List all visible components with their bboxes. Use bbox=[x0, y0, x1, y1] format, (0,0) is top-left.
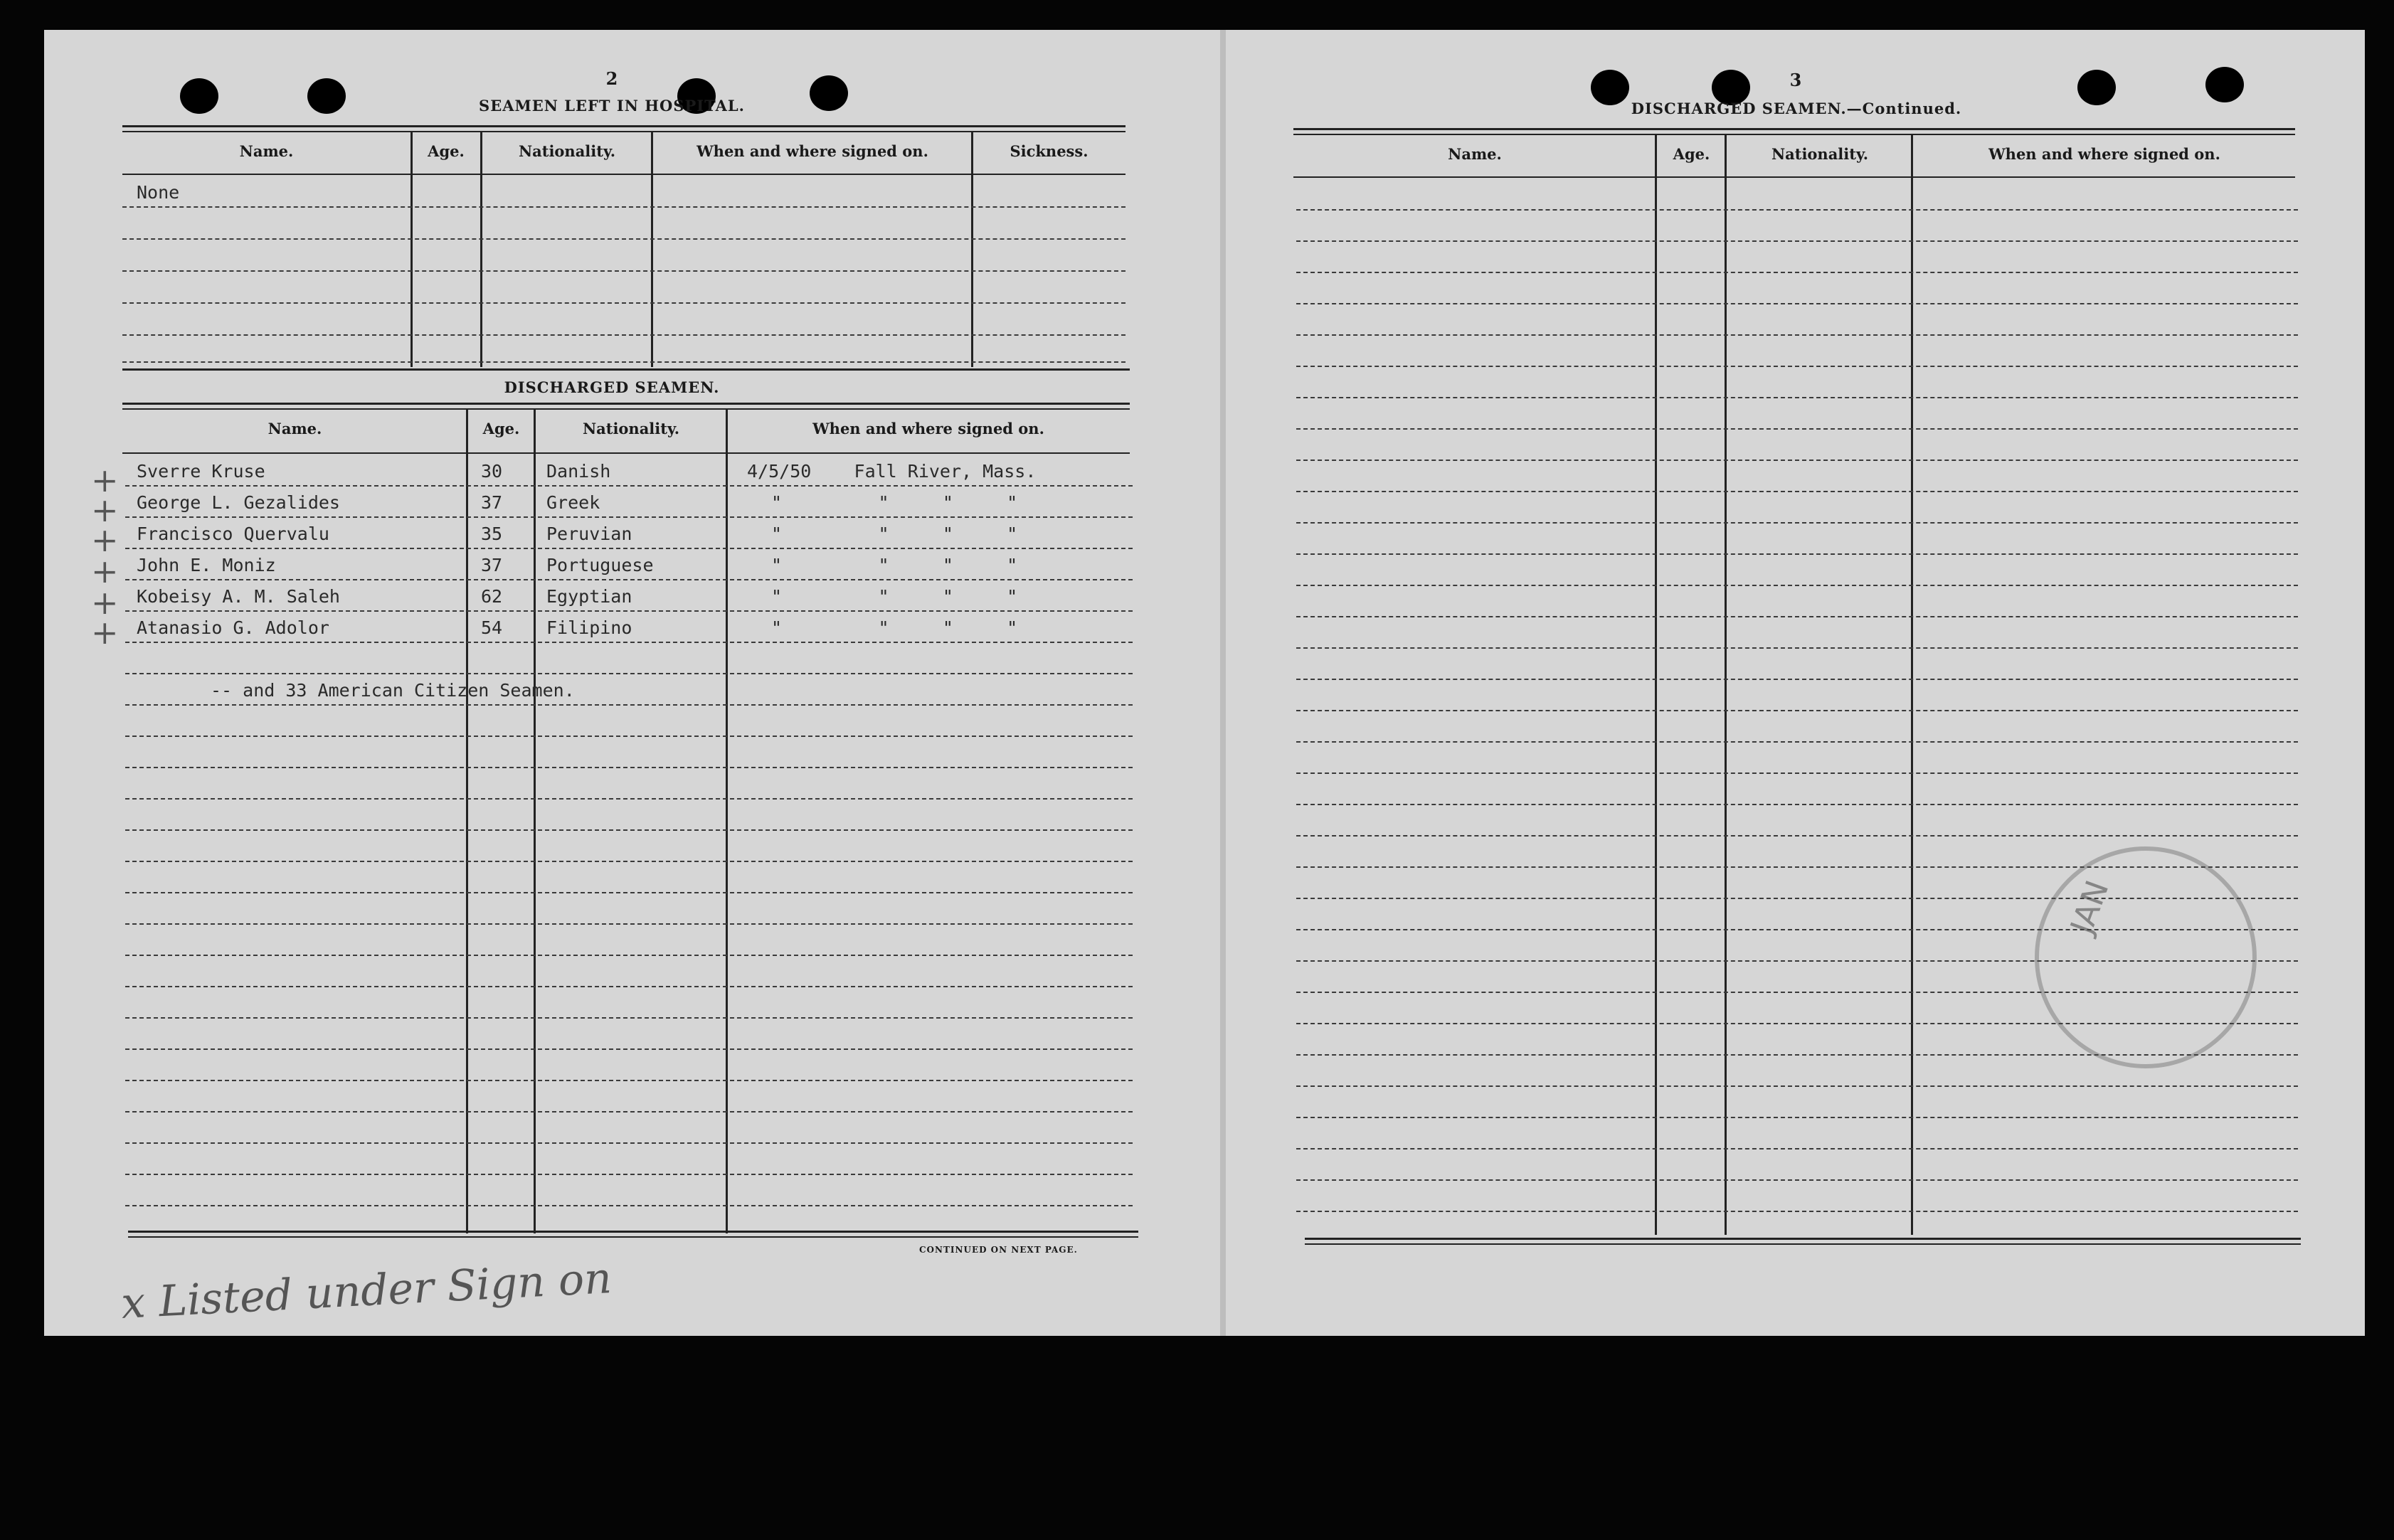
tick-mark: + bbox=[91, 491, 119, 529]
dotted-rule bbox=[125, 767, 1133, 768]
dotted-rule bbox=[1296, 272, 2298, 273]
hospital-section-title: SEAMEN LEFT IN HOSPITAL. bbox=[479, 97, 745, 115]
col-header-signed-on: When and where signed on. bbox=[1988, 145, 2220, 163]
column-divider bbox=[726, 410, 728, 1233]
hospital-entry: None bbox=[137, 182, 180, 203]
tick-mark: + bbox=[91, 461, 119, 499]
col-header-nationality: Nationality. bbox=[518, 142, 616, 160]
tick-mark: + bbox=[91, 613, 119, 652]
rule bbox=[1305, 1243, 2301, 1245]
dotted-rule bbox=[1296, 1148, 2298, 1149]
column-divider bbox=[1725, 135, 1727, 1235]
dotted-rule bbox=[125, 516, 1133, 518]
punch-hole bbox=[2205, 67, 2244, 102]
dotted-rule bbox=[122, 238, 1126, 240]
dotted-rule bbox=[125, 704, 1133, 706]
date-stamp bbox=[2035, 846, 2257, 1068]
row-signed: " " " " bbox=[771, 586, 1018, 607]
row-name: George L. Gezalides bbox=[137, 492, 340, 513]
rule bbox=[128, 1231, 1138, 1233]
row-signed: " " " " bbox=[771, 524, 1018, 544]
row-nationality: Portuguese bbox=[546, 555, 654, 575]
dotted-rule bbox=[1296, 397, 2298, 398]
rule bbox=[122, 131, 1126, 132]
dotted-rule bbox=[1296, 1117, 2298, 1118]
col-header-nationality: Nationality. bbox=[1771, 145, 1869, 163]
stamp-text: JAN bbox=[2063, 876, 2117, 939]
handwritten-note: x Listed under Sign on bbox=[120, 1253, 613, 1329]
dotted-rule bbox=[122, 270, 1126, 272]
row-nationality: Peruvian bbox=[546, 524, 632, 544]
rule bbox=[122, 403, 1130, 405]
dotted-rule bbox=[1296, 804, 2298, 805]
rule bbox=[122, 408, 1130, 410]
dotted-rule bbox=[1296, 772, 2298, 774]
row-age: 54 bbox=[481, 617, 503, 638]
row-age: 30 bbox=[481, 461, 503, 482]
punch-hole bbox=[307, 78, 346, 114]
row-signed: " " " " bbox=[771, 617, 1018, 638]
dotted-rule bbox=[1296, 1179, 2298, 1181]
rule bbox=[1305, 1238, 2301, 1240]
col-header-name: Name. bbox=[268, 420, 322, 437]
rule bbox=[1293, 128, 2295, 130]
dotted-rule bbox=[125, 1174, 1133, 1175]
dotted-rule bbox=[122, 334, 1126, 336]
col-header-age: Age. bbox=[428, 142, 465, 160]
column-divider bbox=[1911, 135, 1913, 1235]
dotted-rule bbox=[125, 861, 1133, 862]
rule bbox=[128, 1236, 1138, 1238]
rule bbox=[122, 452, 1130, 454]
row-signed: " " " " bbox=[771, 492, 1018, 513]
dotted-rule bbox=[1296, 585, 2298, 586]
tick-mark: + bbox=[91, 521, 119, 559]
dotted-rule bbox=[1296, 303, 2298, 304]
dotted-rule bbox=[125, 955, 1133, 956]
col-header-signed-on: When and where signed on. bbox=[812, 420, 1044, 437]
dotted-rule bbox=[125, 1142, 1133, 1144]
dotted-rule bbox=[122, 302, 1126, 304]
dotted-rule bbox=[125, 1017, 1133, 1019]
row-nationality: Danish bbox=[546, 461, 611, 482]
continued-note: CONTINUED ON NEXT PAGE. bbox=[919, 1245, 1078, 1255]
rule bbox=[1293, 134, 2295, 135]
col-header-signed-on: When and where signed on. bbox=[697, 142, 928, 160]
col-header-sickness: Sickness. bbox=[1010, 142, 1089, 160]
dotted-rule bbox=[125, 673, 1133, 674]
row-name: Francisco Quervalu bbox=[137, 524, 329, 544]
row-name: Kobeisy A. M. Saleh bbox=[137, 586, 340, 607]
row-signed: " " " " bbox=[771, 555, 1018, 575]
row-nationality: Filipino bbox=[546, 617, 632, 638]
col-header-name: Name. bbox=[1448, 145, 1502, 163]
page-number: 2 bbox=[605, 68, 618, 89]
dotted-rule bbox=[1296, 366, 2298, 367]
page-fold bbox=[1220, 30, 1226, 1336]
dotted-rule bbox=[1296, 240, 2298, 242]
column-divider bbox=[971, 132, 973, 367]
dotted-rule bbox=[1296, 1085, 2298, 1087]
dotted-rule bbox=[122, 361, 1126, 363]
column-divider bbox=[411, 132, 413, 367]
dotted-rule bbox=[125, 1048, 1133, 1050]
dotted-rule bbox=[1296, 679, 2298, 680]
dotted-rule bbox=[1296, 460, 2298, 461]
row-age: 62 bbox=[481, 586, 503, 607]
punch-hole bbox=[2077, 70, 2116, 105]
col-header-name: Name. bbox=[239, 142, 294, 160]
page-number: 3 bbox=[1789, 70, 1802, 90]
row-name: John E. Moniz bbox=[137, 555, 276, 575]
dotted-rule bbox=[125, 923, 1133, 925]
row-signed: 4/5/50 Fall River, Mass. bbox=[747, 461, 1037, 482]
punch-hole bbox=[180, 78, 218, 114]
dotted-rule bbox=[125, 610, 1133, 612]
dotted-rule bbox=[122, 206, 1126, 208]
dotted-rule bbox=[125, 892, 1133, 893]
dotted-rule bbox=[125, 1080, 1133, 1081]
column-divider bbox=[480, 132, 482, 367]
row-age: 37 bbox=[481, 492, 503, 513]
dotted-rule bbox=[125, 579, 1133, 580]
row-name: Atanasio G. Adolor bbox=[137, 617, 329, 638]
rule bbox=[122, 125, 1126, 127]
discharged-continued-title: DISCHARGED SEAMEN.—Continued. bbox=[1631, 100, 1962, 117]
row-name: Sverre Kruse bbox=[137, 461, 265, 482]
dotted-rule bbox=[125, 1205, 1133, 1206]
rule bbox=[122, 368, 1130, 371]
dotted-rule bbox=[1296, 334, 2298, 336]
dotted-rule bbox=[125, 548, 1133, 549]
column-divider bbox=[651, 132, 653, 367]
rule bbox=[122, 174, 1126, 175]
dotted-rule bbox=[125, 986, 1133, 987]
dotted-rule bbox=[1296, 428, 2298, 430]
tick-mark: + bbox=[91, 583, 119, 622]
row-nationality: Egyptian bbox=[546, 586, 632, 607]
column-divider bbox=[534, 410, 536, 1233]
row-age: 35 bbox=[481, 524, 503, 544]
rule bbox=[1293, 176, 2295, 178]
dotted-rule bbox=[1296, 1211, 2298, 1212]
dotted-rule bbox=[125, 829, 1133, 831]
column-divider bbox=[466, 410, 468, 1233]
column-divider bbox=[1655, 135, 1657, 1235]
col-header-nationality: Nationality. bbox=[582, 420, 680, 437]
tick-mark: + bbox=[91, 552, 119, 590]
dotted-rule bbox=[125, 485, 1133, 487]
dotted-rule bbox=[1296, 522, 2298, 524]
dotted-rule bbox=[1296, 741, 2298, 743]
dotted-rule bbox=[1296, 491, 2298, 492]
col-header-age: Age. bbox=[482, 420, 520, 437]
discharged-section-title: DISCHARGED SEAMEN. bbox=[504, 378, 720, 396]
dotted-rule bbox=[125, 1111, 1133, 1112]
footnote-row: -- and 33 American Citizen Seamen. bbox=[211, 680, 575, 701]
dotted-rule bbox=[125, 736, 1133, 737]
dotted-rule bbox=[125, 798, 1133, 800]
dotted-rule bbox=[125, 642, 1133, 643]
dotted-rule bbox=[1296, 647, 2298, 649]
row-nationality: Greek bbox=[546, 492, 600, 513]
dotted-rule bbox=[1296, 835, 2298, 837]
dotted-rule bbox=[1296, 710, 2298, 711]
dotted-rule bbox=[1296, 616, 2298, 617]
dotted-rule bbox=[1296, 209, 2298, 211]
col-header-age: Age. bbox=[1673, 145, 1710, 163]
row-age: 37 bbox=[481, 555, 503, 575]
dotted-rule bbox=[1296, 553, 2298, 555]
